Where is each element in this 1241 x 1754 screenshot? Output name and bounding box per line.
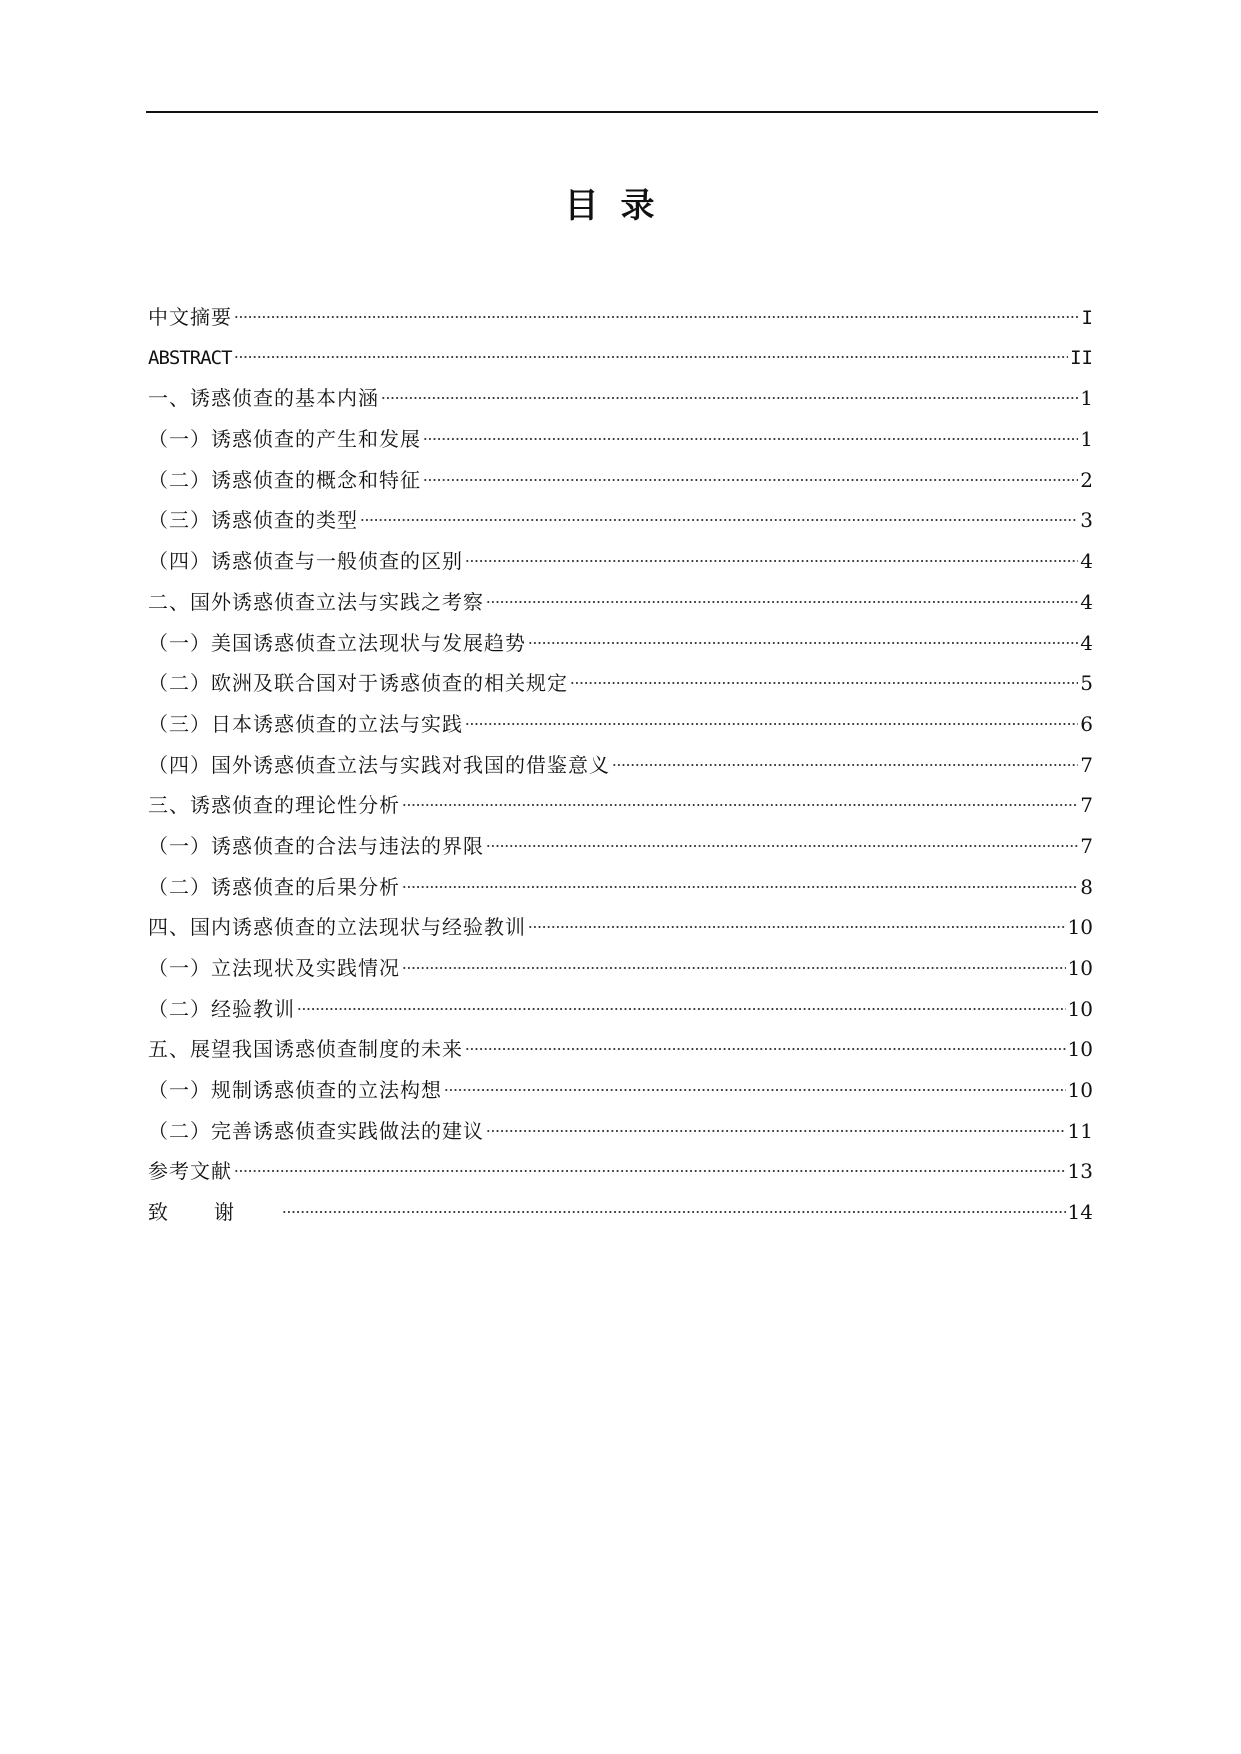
toc-dot-leader [297,1008,1066,1010]
toc-entry-label: ABSTRACT [148,346,232,369]
header-rule [146,111,1098,113]
toc-entry[interactable] [148,867,1093,908]
toc-entry-page-number: 5 [1080,671,1093,696]
toc-entry-label: 一、诱惑侦查的基本内涵 [148,386,379,411]
toc-entry[interactable] [148,460,1093,501]
toc-entry-label: （四）诱惑侦查与一般侦查的区别 [148,549,463,574]
toc-entry-label: 致谢 [148,1200,280,1225]
toc-entry[interactable] [148,1151,1093,1192]
toc-entry[interactable] [148,338,1093,379]
toc-dot-leader [423,479,1078,481]
toc-entry-label: （二）经验教训 [148,996,295,1021]
toc-dot-leader [234,316,1079,318]
toc-entry-label: （四）国外诱惑侦查立法与实践对我国的借鉴意义 [148,752,610,777]
toc-dot-leader [528,642,1078,644]
toc-dot-leader [402,886,1078,888]
toc-entry-label: （三）日本诱惑侦查的立法与实践 [148,711,463,736]
toc-entry[interactable] [148,745,1093,786]
toc-entry[interactable] [148,785,1093,826]
toc-entry[interactable] [148,297,1093,338]
toc-entry-page-number: 4 [1080,630,1093,655]
toc-entry-page-number: II [1070,346,1093,369]
toc-entry-label: 五、展望我国诱惑侦查制度的未来 [148,1037,463,1062]
toc-entry[interactable] [148,1070,1093,1111]
toc-entry[interactable] [148,1111,1093,1152]
toc-entry-label: （二）欧洲及联合国对于诱惑侦查的相关规定 [148,671,568,696]
toc-dot-leader [381,397,1078,399]
toc-entry-page-number: 13 [1067,1159,1093,1184]
toc-entry-label: （一）立法现状及实践情况 [148,956,400,980]
toc-entry[interactable] [148,541,1093,582]
toc-entry[interactable] [148,378,1093,419]
toc-dot-leader [570,682,1078,684]
toc-entry[interactable] [148,1192,1093,1233]
toc-entry[interactable] [148,907,1093,948]
toc-entry-page-number: 2 [1080,467,1093,492]
toc-entry-page-number: 10 [1067,956,1093,980]
toc-entry-page-number: 7 [1080,833,1093,858]
toc-dot-leader [486,601,1078,603]
toc-entry[interactable] [148,500,1093,541]
table-of-contents [148,297,1093,1233]
toc-entry-label: （一）规制诱惑侦查的立法构想 [148,1078,442,1103]
toc-dot-leader [423,438,1078,440]
toc-entry-page-number: 11 [1067,1118,1093,1143]
toc-entry[interactable] [148,419,1093,460]
toc-entry[interactable] [148,663,1093,704]
toc-dot-leader [444,1089,1066,1091]
toc-entry-page-number: 1 [1080,386,1093,411]
toc-entry-label: （二）诱惑侦查的概念和特征 [148,467,421,492]
toc-entry-label: （一）美国诱惑侦查立法现状与发展趋势 [148,630,526,655]
toc-entry-page-number: 8 [1080,874,1093,899]
toc-entry-page-number: 6 [1080,711,1093,736]
toc-entry[interactable] [148,623,1093,664]
toc-entry-label: 二、国外诱惑侦查立法与实践之考察 [148,589,484,614]
toc-entry-page-number: 10 [1067,996,1093,1021]
toc-entry-page-number: I [1081,307,1093,329]
toc-dot-leader [360,519,1078,521]
toc-entry-label: （二）完善诱惑侦查实践做法的建议 [148,1118,484,1143]
toc-entry-label: 中文摘要 [148,305,232,329]
toc-dot-leader [465,560,1078,562]
toc-entry-label: 四、国内诱惑侦查的立法现状与经验教训 [148,915,526,940]
toc-entry-page-number: 10 [1067,1078,1093,1103]
toc-entry[interactable] [148,1029,1093,1070]
toc-entry[interactable] [148,989,1093,1030]
toc-entry-page-number: 4 [1080,589,1093,614]
toc-entry-page-number: 14 [1067,1200,1093,1225]
toc-entry[interactable] [148,826,1093,867]
page-title: 目录 [564,185,677,226]
toc-entry[interactable] [148,582,1093,623]
toc-dot-leader [234,356,1069,358]
toc-entry-page-number: 7 [1080,793,1093,818]
toc-entry-page-number: 7 [1080,752,1093,777]
toc-entry-page-number: 4 [1080,549,1093,574]
toc-dot-leader [282,1211,1066,1213]
toc-entry-page-number: 10 [1067,915,1093,940]
toc-dot-leader [612,764,1078,766]
toc-dot-leader [402,967,1066,969]
toc-dot-leader [486,845,1078,847]
toc-dot-leader [486,1130,1066,1132]
toc-dot-leader [465,1048,1066,1050]
toc-entry[interactable] [148,948,1093,989]
toc-entry[interactable] [148,704,1093,745]
toc-entry-page-number: 1 [1080,427,1093,452]
toc-dot-leader [234,1170,1066,1172]
toc-dot-leader [465,723,1078,725]
toc-entry-page-number: 10 [1067,1037,1093,1062]
toc-entry-label: （二）诱惑侦查的后果分析 [148,874,400,899]
toc-entry-label: （三）诱惑侦查的类型 [148,508,358,533]
toc-dot-leader [528,926,1066,928]
toc-entry-label: 参考文献 [148,1159,232,1184]
toc-dot-leader [402,804,1078,806]
toc-entry-label: （一）诱惑侦查的产生和发展 [148,427,421,452]
toc-entry-page-number: 3 [1080,508,1093,533]
toc-entry-label: （一）诱惑侦查的合法与违法的界限 [148,833,484,858]
toc-entry-label: 三、诱惑侦查的理论性分析 [148,793,400,818]
